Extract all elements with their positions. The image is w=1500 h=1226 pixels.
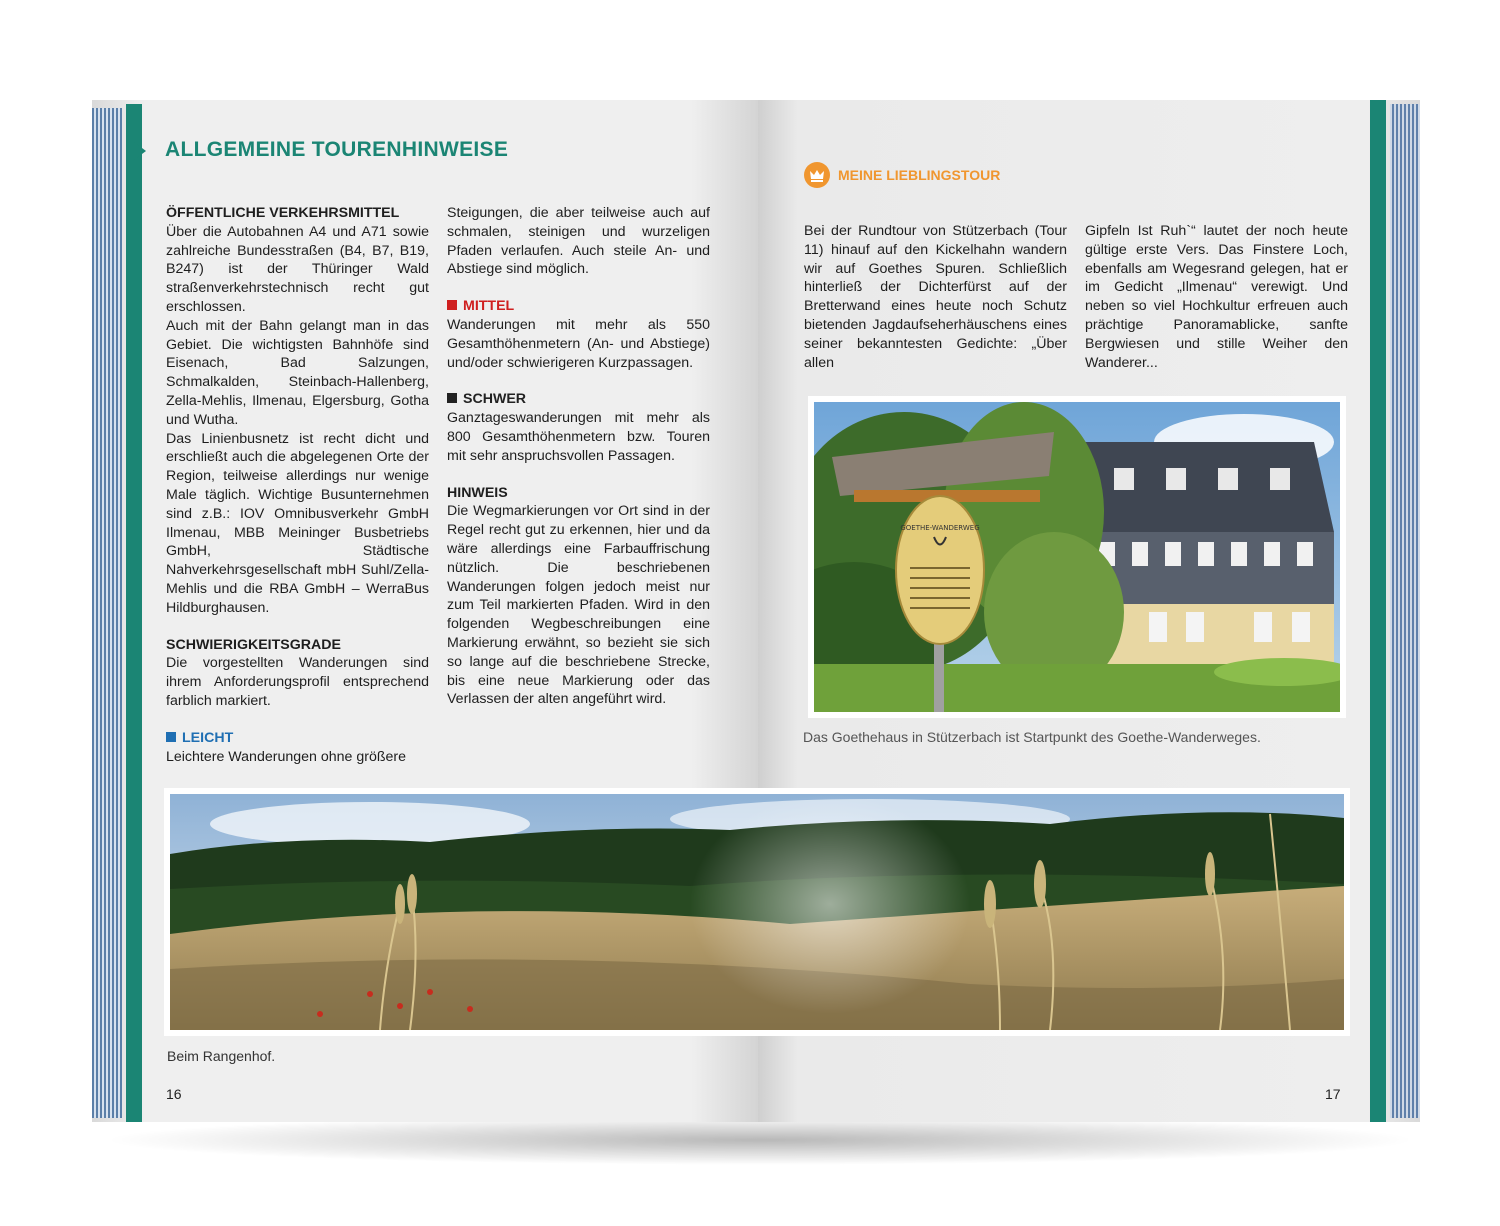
- sign-text: GOETHE-WANDERWEG: [900, 524, 980, 532]
- mittel-label: MITTEL: [463, 298, 515, 315]
- paragraph-schwierigkeit: Die vorgestellten Wanderungen sind ihrem Anforderungsprofil entsprechend farblich markiert.: [166, 655, 429, 709]
- photo-caption-rangenhof: Beim Rangenhof.: [167, 1048, 276, 1064]
- heading-oeffentliche: ÖFFENTLICHE VERKEHRSMITTEL: [166, 205, 400, 221]
- paragraph-bus: Das Linienbusnetz ist recht dicht und erschließt auch die abgelegenen Orte der Region, teilweise allerdings nur wenige Male täglich. Wichtige Busunternehmen sind z.B.: IOV Omnibusverkehr GmbH Ilmenau, MBB Meininger Busbetriebs GmbH, Städtische Nahverkehrsgesellschaft mbH Suhl/Zella-Mehlis und die RBA GmbH – WerraBus Hildburghausen.: [166, 430, 429, 616]
- left-column-2: [447, 204, 710, 709]
- left-color-band: [126, 104, 142, 1122]
- mittel-square-icon: [447, 300, 457, 310]
- right-column-2: [1085, 222, 1348, 372]
- paragraph-schwer: Ganztageswanderungen mit mehr als 800 Gesamthöhenmetern bzw. Touren mit sehr anspruchsvollen Passagen.: [447, 410, 710, 464]
- photo-goethehaus: [808, 396, 1346, 718]
- triangle-marker-icon: [134, 142, 146, 160]
- paragraph-mittel: Wanderungen mit mehr als 550 Gesamthöhenmetern (An- und Abstiege) und/oder schwierigeren Kurzpassagen.: [447, 316, 710, 371]
- leicht-label: LEICHT: [182, 729, 234, 746]
- paragraph-hinweis: Die Wegmarkierungen vor Ort sind in der Regel recht gut zu erkennen, hier und da wäre allerdings eine Farbauffrischung nützlich. Die beschriebenen Wanderungen folgen jedoch meist nur zum Teil markierten Pfaden. Wird in den folgenden Wegbeschreibungen eine Markierung erwähnt, so bezieht sie sich so lange auf die beschriebene Strecke, bis eine neue Markierung oder das Verlassen der alten angeführt wird.: [447, 503, 710, 708]
- crown-icon: [804, 162, 830, 188]
- open-book: [92, 100, 1420, 1122]
- left-column-1: [166, 204, 429, 766]
- heading-mittel: [447, 297, 710, 316]
- paragraph-leicht-cont: Steigungen, die aber teilweise auch auf schmalen, steinigen und wurzeligen Pfaden verlaufen. Auch steile An- und Abstiege sind möglich.: [447, 205, 710, 278]
- right-color-band: [1370, 100, 1386, 1122]
- photo-caption-goethehaus: Das Goethehaus in Stützerbach ist Startpunkt des Goethe-Wanderweges.: [803, 729, 1261, 745]
- favorite-tour-header: [804, 162, 1000, 188]
- right-page-edges: [1390, 104, 1420, 1118]
- photo-rangenhof: [164, 788, 1350, 1036]
- paragraph-autobahn: Über die Autobahnen A4 und A71 sowie zahlreiche Bundesstraßen (B4, B7, B19, B247) ist der Thüringer Wald straßenverkehrstechnisch recht gut erschlossen.: [166, 223, 429, 315]
- paragraph-rundtour: Bei der Rundtour von Stützerbach (Tour 11) hinauf auf den Kickelhahn wandern wir auf Goethes Spuren. Schließlich hinterließ der Dichterfürst auf der Bretterwand eines heute noch Schutz bietenden Jagdaufseherhäuschens eines seiner bekanntesten Gedichte: „Über allen: [804, 223, 1067, 371]
- schwer-square-icon: [447, 393, 457, 403]
- favorite-label: MEINE LIEBLINGSTOUR: [838, 167, 1001, 183]
- left-page-edges: [92, 108, 122, 1118]
- section-title: ALLGEMEINE TOURENHINWEISE: [165, 138, 509, 161]
- page-number-right: 17: [1325, 1086, 1341, 1102]
- book-shadow: [100, 1115, 1420, 1165]
- leicht-square-icon: [166, 732, 176, 742]
- paragraph-gipfeln: Gipfeln Ist Ruh`“ lautet der noch heute gültige erste Vers. Das Finstere Loch, ebenfalls am Wegesrand gelegen, hat er im Gedicht „Ilmenau“ verewigt. Und neben so viel Hochkultur erfreuen auch prächtige Panoramablicke, sanfte Bergwiesen und stille Weiher den Wanderer...: [1085, 223, 1348, 371]
- right-column-1: [804, 222, 1067, 372]
- heading-leicht: [166, 729, 429, 748]
- paragraph-leicht: Leichtere Wanderungen ohne größere: [166, 748, 407, 765]
- heading-hinweis: HINWEIS: [447, 484, 508, 501]
- heading-schwierigkeit: SCHWIERIGKEITSGRADE: [166, 636, 341, 653]
- paragraph-bahn: Auch mit der Bahn gelangt man in das Gebiet. Die wichtigsten Bahnhöfe sind Eisenach, Bad Salzungen, Schmalkalden, Steinbach-Hallenberg, Zella-Mehlis, Ilmenau, Elgersburg, Gotha und Wutha.: [166, 317, 429, 428]
- heading-schwer: [447, 390, 710, 409]
- page-number-left: 16: [166, 1086, 182, 1102]
- schwer-label: SCHWER: [463, 391, 527, 408]
